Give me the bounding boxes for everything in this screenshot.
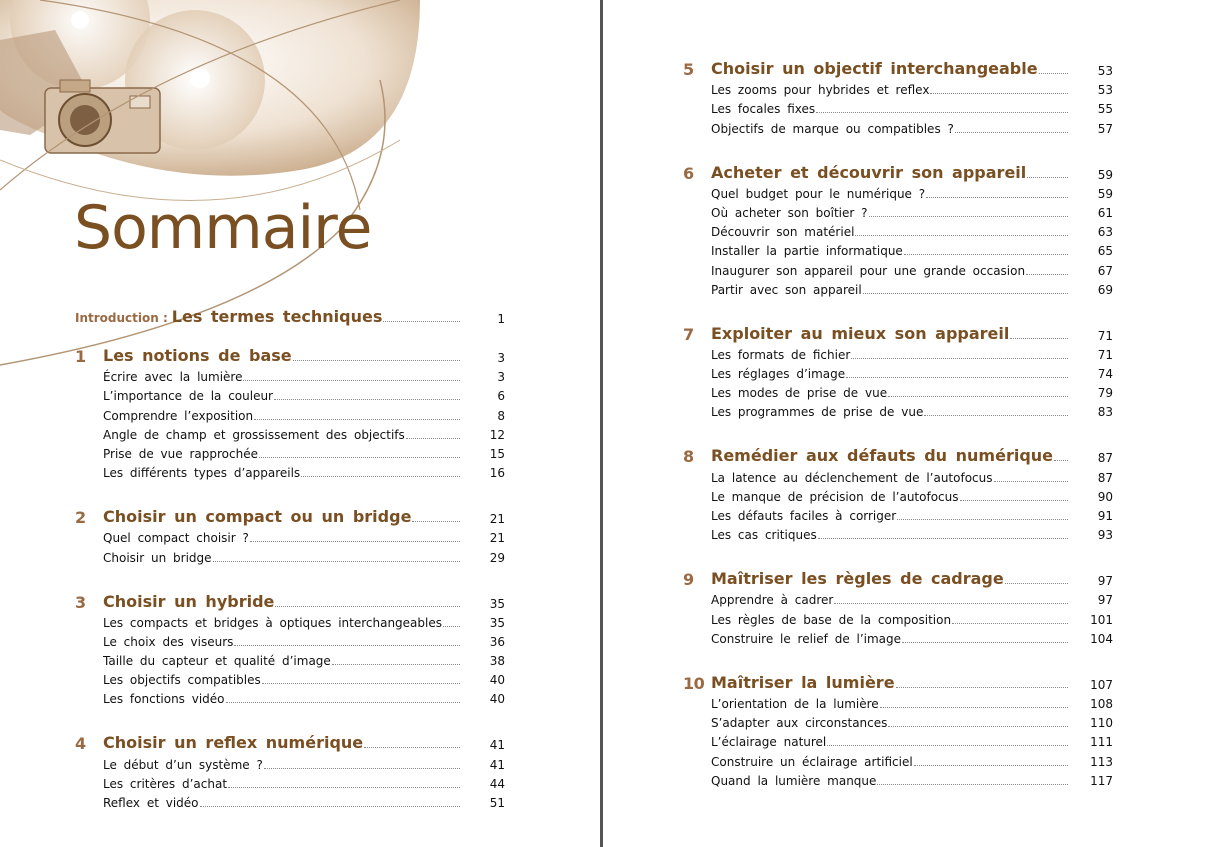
toc-section[interactable] — [75, 651, 505, 670]
page-number: 59 — [1097, 186, 1113, 201]
section-title: Découvrir son matériel — [711, 225, 855, 240]
dot-leader — [1010, 338, 1068, 339]
toc-section[interactable] — [683, 771, 1113, 790]
dot-leader — [1054, 460, 1068, 461]
section-title: Les modes de prise de vue — [711, 386, 888, 401]
toc-section[interactable] — [683, 402, 1113, 421]
toc-section[interactable] — [683, 713, 1113, 732]
left-page — [0, 0, 600, 847]
toc-section[interactable] — [683, 99, 1113, 118]
toc-chapter-4[interactable] — [75, 726, 505, 754]
section-title: Écrire avec la lumière — [103, 370, 243, 385]
toc-chapter-1[interactable] — [75, 339, 505, 367]
dot-leader — [930, 93, 1068, 94]
page-number: 3 — [497, 370, 505, 385]
dot-leader — [264, 768, 460, 769]
section-title: Construire un éclairage artificiel — [711, 754, 913, 769]
dot-leader — [1005, 583, 1068, 584]
page-number: 6 — [497, 389, 505, 404]
toc-section[interactable] — [75, 774, 505, 793]
dot-leader — [888, 726, 1068, 727]
dot-leader — [914, 765, 1068, 766]
page-number: 35 — [489, 615, 505, 630]
chapter-title: Acheter et découvrir son appareil — [711, 162, 1027, 182]
toc-left — [75, 300, 505, 812]
dot-leader — [818, 538, 1068, 539]
toc-section[interactable] — [75, 425, 505, 444]
dot-leader — [301, 476, 460, 477]
section-title: Les fonctions vidéo — [103, 692, 225, 707]
section-title: Objectifs de marque ou compatibles ? — [711, 121, 954, 136]
section-title: S’adapter aux circonstances — [711, 716, 888, 731]
section-title: Le début d’un système ? — [103, 757, 263, 772]
page-number: 53 — [1097, 64, 1113, 78]
section-title: Angle de champ et grossissement des objectifs — [103, 427, 405, 442]
page-number: 12 — [489, 427, 505, 442]
page-number: 107 — [1090, 677, 1113, 692]
section-title: Quel budget pour le numérique ? — [711, 186, 926, 201]
page-number: 40 — [489, 692, 505, 707]
toc-section[interactable] — [683, 487, 1113, 506]
dot-leader — [412, 521, 460, 522]
dot-leader — [952, 623, 1068, 624]
dot-leader — [259, 457, 460, 458]
page-number: 53 — [1097, 83, 1113, 98]
toc-chapter-6[interactable] — [683, 156, 1113, 184]
page-number: 69 — [1097, 282, 1113, 297]
toc-chapter-5[interactable] — [683, 52, 1113, 80]
section-title: Les critères d’achat — [103, 776, 228, 791]
dot-leader — [851, 358, 1068, 359]
toc-section[interactable] — [683, 590, 1113, 609]
toc-section[interactable] — [683, 280, 1113, 299]
dot-leader — [383, 321, 460, 322]
dot-leader — [243, 380, 460, 381]
toc-section[interactable] — [75, 754, 505, 773]
dot-leader — [213, 561, 460, 562]
toc-section[interactable] — [75, 547, 505, 566]
page-number: 55 — [1097, 102, 1113, 117]
section-title: Les défauts faciles à corriger — [711, 509, 897, 523]
page-number: 113 — [1090, 754, 1113, 769]
toc-chapter-10[interactable] — [683, 666, 1113, 694]
page-number: 44 — [489, 776, 505, 791]
toc-introduction[interactable] — [75, 300, 505, 328]
section-title: Inaugurer son appareil pour une grande occasion — [711, 263, 1026, 278]
chapter-number: 2 — [75, 508, 86, 528]
dot-leader — [924, 415, 1068, 416]
page-number: 21 — [489, 531, 505, 546]
toc-section[interactable] — [683, 345, 1113, 364]
dot-leader — [855, 235, 1068, 236]
dot-leader — [926, 197, 1068, 198]
page-number: 41 — [489, 738, 505, 753]
toc-section[interactable] — [75, 367, 505, 386]
dot-leader — [364, 747, 460, 748]
page-number: 97 — [1097, 574, 1113, 589]
toc-section[interactable] — [75, 528, 505, 547]
chapter-number: 7 — [683, 324, 694, 344]
page-number: 111 — [1090, 735, 1113, 750]
chapter-title: Choisir un hybride — [103, 591, 275, 611]
toc-right — [683, 52, 1113, 790]
toc-chapter-7[interactable] — [683, 317, 1113, 345]
page-number: 3 — [497, 351, 505, 365]
dot-leader — [1026, 274, 1068, 275]
toc-section[interactable] — [683, 629, 1113, 648]
chapter-title: Choisir un objectif interchangeable — [711, 59, 1038, 78]
chapter-title: Remédier aux défauts du numérique — [711, 446, 1054, 466]
toc-section[interactable] — [683, 467, 1113, 486]
section-title: Les formats de fichier — [711, 347, 851, 362]
section-title: L’orientation de la lumière — [711, 696, 879, 711]
page-number: 108 — [1090, 696, 1113, 711]
toc-chapter-3[interactable] — [75, 585, 505, 613]
page-number: 83 — [1097, 405, 1113, 420]
dot-leader — [827, 745, 1068, 746]
section-title: Les réglages d’image — [711, 367, 846, 382]
chapter-title: Choisir un compact ou un bridge — [103, 507, 412, 527]
section-title: Les objectifs compatibles — [103, 673, 261, 688]
section-title: Prise de vue rapprochée — [103, 446, 258, 461]
toc-section[interactable] — [683, 609, 1113, 628]
dot-leader — [960, 500, 1069, 501]
section-title: Taille du capteur et qualité d’image — [103, 654, 331, 669]
dot-leader — [869, 216, 1069, 217]
page-number: 71 — [1097, 328, 1113, 343]
toc-section[interactable] — [75, 386, 505, 405]
chapter-number: 10 — [683, 673, 705, 693]
dot-leader — [1039, 73, 1068, 74]
chapter-title: Choisir un reflex numérique — [103, 733, 364, 753]
section-title: Les cas critiques — [711, 528, 817, 543]
dot-leader — [274, 399, 460, 400]
dot-leader — [863, 293, 1068, 294]
page-number: 40 — [489, 673, 505, 688]
dot-leader — [877, 784, 1068, 785]
page-number: 59 — [1097, 167, 1113, 182]
dot-leader — [262, 683, 460, 684]
page-number: 91 — [1097, 509, 1113, 523]
section-title: Reflex et vidéo — [103, 796, 199, 810]
toc-chapter-8[interactable] — [683, 439, 1113, 467]
section-title: Les différents types d’appareils — [103, 466, 301, 481]
toc-section[interactable] — [75, 463, 505, 482]
section-title: Le manque de précision de l’autofocus — [711, 489, 959, 504]
dot-leader — [896, 687, 1068, 688]
page-number: 117 — [1090, 773, 1113, 788]
dot-leader — [846, 377, 1068, 378]
toc-section[interactable] — [683, 80, 1113, 99]
page-number: 57 — [1097, 121, 1113, 136]
toc-section[interactable] — [75, 444, 505, 463]
section-title: Où acheter son boîtier ? — [711, 205, 868, 220]
page-number: 21 — [489, 512, 505, 527]
page-number: 74 — [1097, 367, 1113, 382]
dot-leader — [228, 787, 460, 788]
section-title: L’importance de la couleur — [103, 389, 273, 404]
page-number: 65 — [1097, 244, 1113, 259]
page-number: 67 — [1097, 263, 1113, 278]
dot-leader — [904, 254, 1068, 255]
section-title: La latence au déclenchement de l’autofocus — [711, 470, 993, 485]
page-number: 1 — [497, 312, 505, 326]
toc-section[interactable] — [683, 222, 1113, 241]
chapter-title: Exploiter au mieux son appareil — [711, 323, 1010, 343]
toc-chapter-2[interactable] — [75, 500, 505, 528]
dot-leader — [250, 541, 460, 542]
page-number: 41 — [489, 757, 505, 772]
toc-section[interactable] — [75, 793, 505, 812]
page-number: 15 — [489, 446, 505, 461]
page-number: 104 — [1090, 631, 1113, 646]
section-title: Les programmes de prise de vue — [711, 405, 924, 420]
right-page — [604, 0, 1206, 847]
page-number: 93 — [1097, 528, 1113, 543]
dot-leader — [902, 642, 1068, 643]
page-number: 101 — [1090, 612, 1113, 627]
dot-leader — [406, 438, 460, 439]
section-title: Comprendre l’exposition — [103, 408, 254, 423]
toc-section[interactable] — [683, 383, 1113, 402]
toc-section[interactable] — [75, 613, 505, 632]
page-number: 35 — [489, 596, 505, 611]
section-title: L’éclairage naturel — [711, 735, 827, 750]
section-title: Les compacts et bridges à optiques interchangeables — [103, 615, 442, 630]
section-title: Construire le relief de l’image — [711, 631, 902, 646]
dot-leader — [816, 112, 1068, 113]
page-number: 36 — [489, 634, 505, 649]
section-title: Quand la lumière manque — [711, 773, 877, 788]
page-number: 29 — [489, 550, 505, 565]
toc-section[interactable] — [683, 118, 1113, 137]
section-title: Apprendre à cadrer — [711, 593, 834, 608]
section-title: Partir avec son appareil — [711, 282, 862, 297]
section-title: Quel compact choisir ? — [103, 531, 249, 546]
dot-leader — [955, 132, 1068, 133]
toc-section[interactable] — [683, 694, 1113, 713]
toc-section[interactable] — [683, 241, 1113, 260]
chapter-number: 5 — [683, 60, 694, 79]
page-title: Sommaire — [74, 193, 372, 263]
dot-leader — [200, 806, 460, 807]
page-number: 8 — [497, 408, 505, 423]
toc-section[interactable] — [75, 670, 505, 689]
toc-section[interactable] — [75, 689, 505, 708]
section-title: Les focales fixes — [711, 102, 816, 117]
dot-leader — [275, 606, 460, 607]
section-title: Le choix des viseurs — [103, 634, 234, 649]
toc-section[interactable] — [683, 203, 1113, 222]
toc-section[interactable] — [75, 405, 505, 424]
dot-leader — [234, 645, 460, 646]
dot-leader — [1027, 177, 1068, 178]
chapter-number: 3 — [75, 592, 86, 612]
page-number: 79 — [1097, 386, 1113, 401]
page-number: 16 — [489, 466, 505, 481]
dot-leader — [994, 481, 1069, 482]
page-number: 110 — [1090, 716, 1113, 731]
page-number: 87 — [1097, 451, 1113, 466]
dot-leader — [254, 419, 460, 420]
toc-section[interactable] — [75, 632, 505, 651]
page-number: 61 — [1097, 205, 1113, 220]
dot-leader — [897, 519, 1068, 520]
toc-section[interactable] — [683, 751, 1113, 770]
dot-leader — [880, 707, 1068, 708]
toc-section[interactable] — [683, 184, 1113, 203]
chapter-number: 8 — [683, 447, 694, 467]
dot-leader — [226, 702, 460, 703]
page-number: 38 — [489, 654, 505, 669]
introduction-label: Introduction : — [75, 311, 168, 325]
section-title: Les règles de base de la composition — [711, 612, 952, 627]
page-number: 97 — [1097, 593, 1113, 608]
dot-leader — [834, 603, 1068, 604]
section-title: Les zooms pour hybrides et reflex — [711, 83, 930, 98]
chapter-number: 4 — [75, 734, 86, 754]
chapter-title: Les notions de base — [103, 346, 292, 365]
section-title: Choisir un bridge — [103, 550, 212, 565]
chapter-number: 9 — [683, 570, 694, 590]
toc-section[interactable] — [683, 364, 1113, 383]
chapter-title: Maîtriser la lumière — [711, 672, 895, 692]
chapter-number: 6 — [683, 163, 694, 183]
chapter-number: 1 — [75, 347, 86, 366]
section-title: Installer la partie informatique — [711, 244, 903, 259]
page-number: 87 — [1097, 470, 1113, 485]
toc-section[interactable] — [683, 525, 1113, 544]
page-number: 51 — [489, 796, 505, 810]
dot-leader — [888, 396, 1068, 397]
page-number: 71 — [1097, 347, 1113, 362]
chapter-title: Les termes techniques — [171, 307, 383, 326]
page-number: 90 — [1097, 489, 1113, 504]
toc-section[interactable] — [683, 732, 1113, 751]
toc-section[interactable] — [683, 506, 1113, 525]
page-number: 63 — [1097, 225, 1113, 240]
dot-leader — [443, 626, 460, 627]
toc-section[interactable] — [683, 260, 1113, 279]
book-gutter — [600, 0, 603, 847]
dot-leader — [332, 664, 460, 665]
toc-chapter-9[interactable] — [683, 562, 1113, 590]
dot-leader — [293, 360, 460, 361]
chapter-title: Maîtriser les règles de cadrage — [711, 569, 1004, 589]
